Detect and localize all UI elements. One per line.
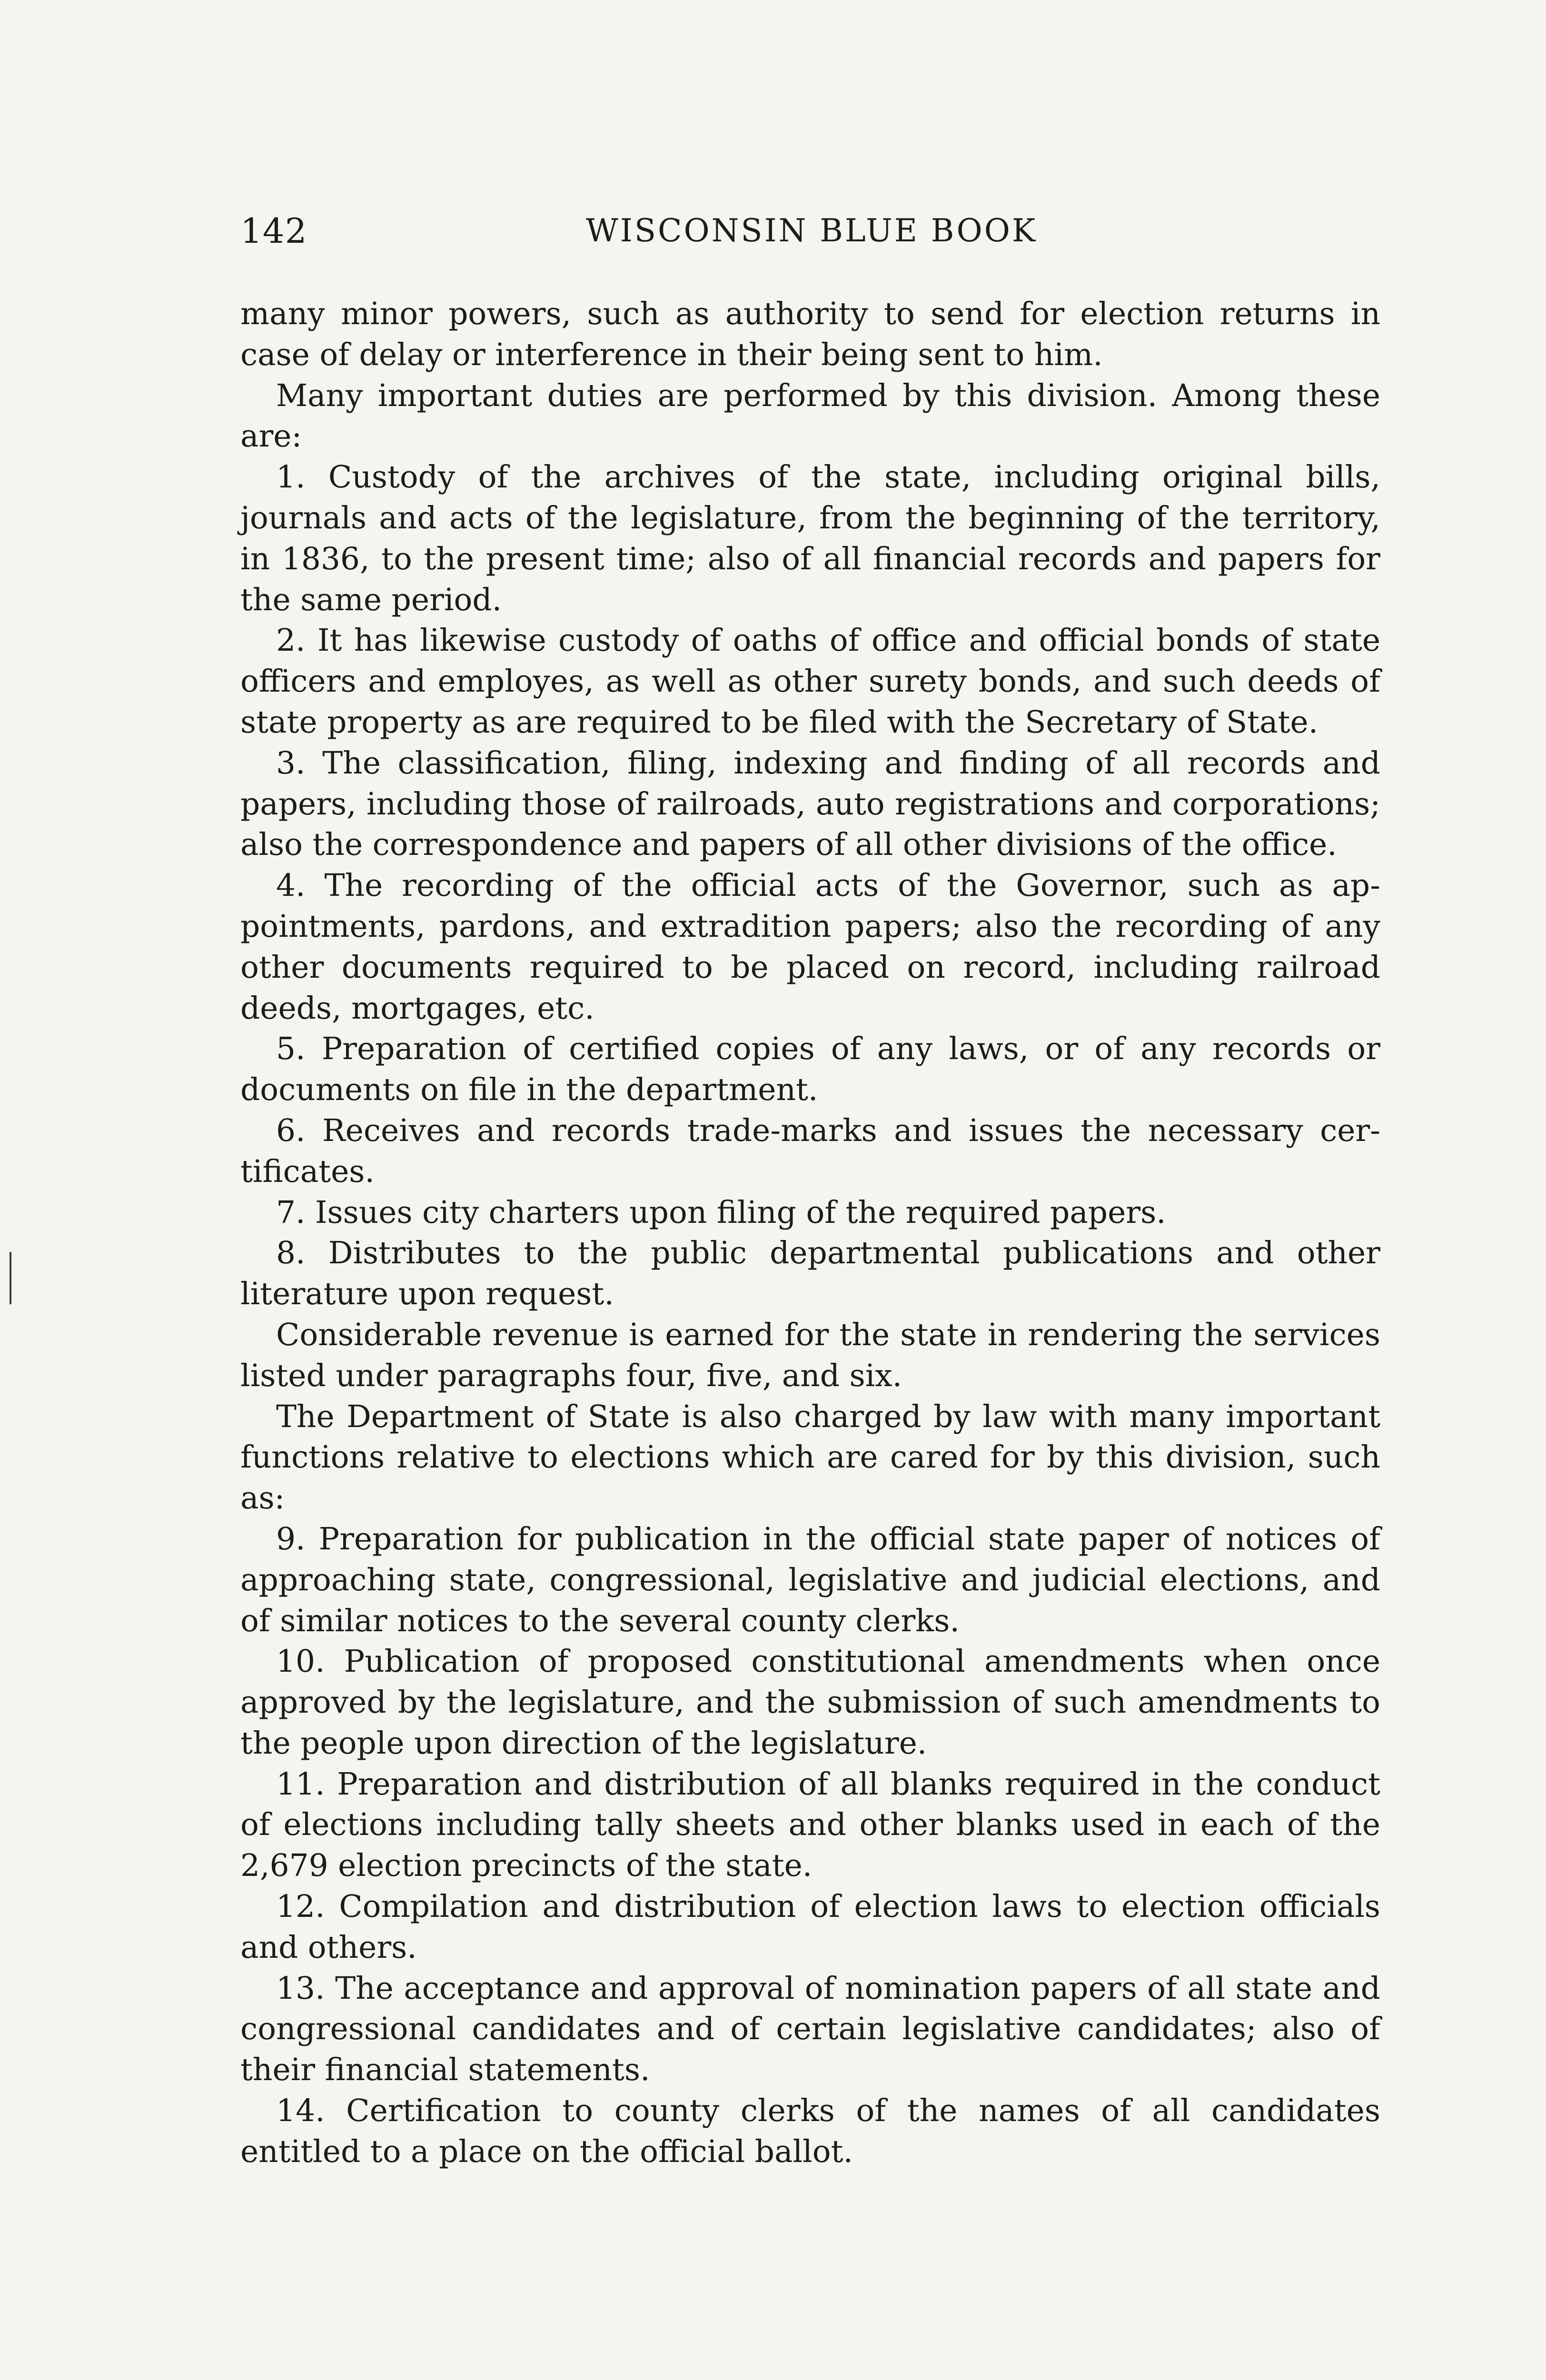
page-number: 142	[240, 211, 307, 251]
list-item-14: 14. Certification to county clerks of the names of all candidates entitled to a place on the official ballot.	[240, 2093, 1380, 2170]
body-text	[240, 294, 1380, 2172]
paragraph-revenue: Considerable revenue is earned for the state in rendering the services listed under paragraphs four, five, and six.	[240, 1317, 1380, 1394]
list-item-5: 5. Preparation of certified copies of any laws, or of any records or documents on file in the department.	[240, 1031, 1380, 1108]
list-item-2: 2. It has likewise custody of oaths of office and official bonds of state officers and employes, as well as other surety bonds, and such deeds of state property as are required to be filed with the Secretary of State.	[240, 623, 1380, 740]
scan-margin-mark	[10, 1252, 11, 1304]
list-item-6: 6. Receives and records trade-marks and issues the necessary certificates.	[240, 1112, 1380, 1190]
list-item-8: 8. Distributes to the public departmental publications and other literature upon request.	[240, 1235, 1380, 1312]
paragraph-continuation: many minor powers, such as authority to send for election returns in case of delay or interference in their being sent to him.	[240, 296, 1380, 373]
paragraph-duties-intro: Many important duties are performed by this division. Among these are:	[240, 377, 1380, 455]
list-item-13: 13. The acceptance and approval of nomination papers of all state and congressional candidates and of certain legislative candidates; also of their financial statements.	[240, 1970, 1380, 2088]
list-item-12: 12. Compilation and distribution of election laws to election officials and others.	[240, 1889, 1380, 1965]
list-item-3: 3. The classification, filing, indexing and finding of all records and papers, including those of railroads, auto registrations and corporations; also the correspondence and papers of all other divisions of the office.	[240, 745, 1380, 863]
list-item-11: 11. Preparation and distribution of all blanks required in the conduct of elections including tally sheets and other blanks used in each of the 2,679 election precincts of the state.	[240, 1766, 1380, 1884]
list-item-10: 10. Publication of proposed constitutional amendments when once approved by the legislature, and the submission of such amendments to the people upon direction of the legislature.	[240, 1644, 1380, 1761]
running-head	[240, 205, 1383, 257]
list-item-7: 7. Issues city charters upon filing of the required papers.	[276, 1194, 1166, 1230]
list-item-4: 4. The recording of the official acts of the Governor, such as appointments, pardons, and extradition papers; also the recording of any other documents required to be placed on record, including railroad deeds, mortgages, etc.	[240, 868, 1380, 1026]
list-item-9: 9. Preparation for publication in the official state paper of notices of approaching state, congressional, legislative and judicial elections, and of similar notices to the several county clerks.	[240, 1521, 1380, 1639]
paragraph-elections-intro: The Department of State is also charged by law with many important functions relative to elections which are cared for by this division, such as:	[240, 1398, 1380, 1517]
list-item-1: 1. Custody of the archives of the state, including original bills, journals and acts of the legislature, from the beginning of the territory, in 1836, to the present time; also of all financial records and papers for the same period.	[240, 459, 1380, 618]
book-title: WISCONSIN BLUE BOOK	[585, 212, 1038, 249]
